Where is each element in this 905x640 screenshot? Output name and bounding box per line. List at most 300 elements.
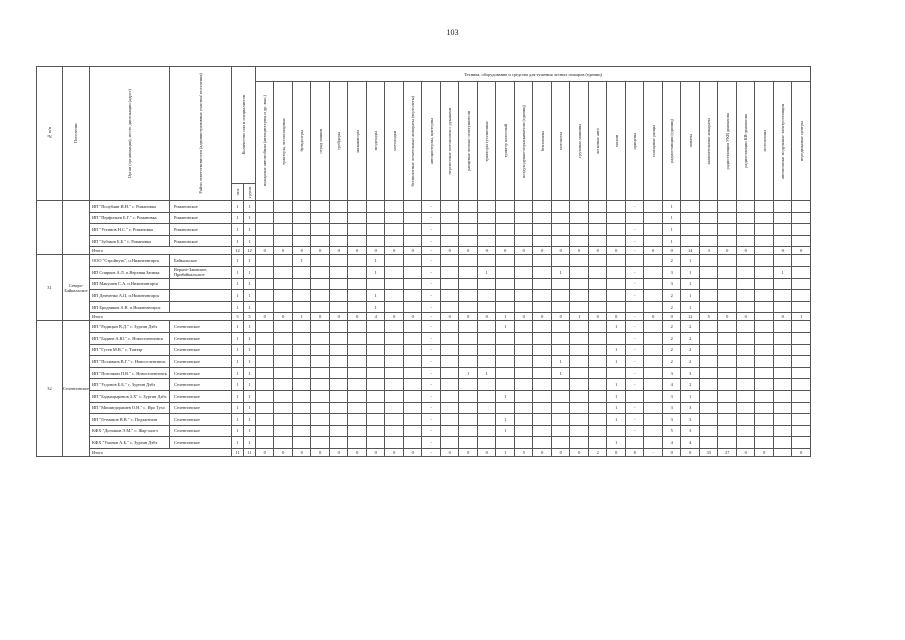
value-cell xyxy=(514,344,533,356)
value-cell xyxy=(255,379,274,391)
header-no xyxy=(37,67,63,201)
value-cell xyxy=(403,367,422,379)
group-settlement xyxy=(63,201,90,255)
value-cell: 2 xyxy=(681,344,700,356)
value-cell xyxy=(366,212,385,224)
header-equipment-col xyxy=(422,82,441,201)
district-cell xyxy=(169,290,231,302)
value-cell xyxy=(366,201,385,213)
total-value-cell: 0 xyxy=(551,448,570,456)
total-value-cell: 2 xyxy=(588,448,607,456)
organization-cell: ИП "Зубаков Б.Б." с. Романовка xyxy=(89,235,169,247)
header-equipment-col-text: тракторы гусеничные xyxy=(484,120,490,162)
value-cell: 1 xyxy=(231,379,243,391)
total-value-cell: 0 xyxy=(329,448,348,456)
value-cell xyxy=(292,235,311,247)
value-cell xyxy=(736,278,755,290)
value-cell: 2 xyxy=(681,379,700,391)
value-cell xyxy=(607,235,626,247)
value-cell: 2 xyxy=(662,290,681,302)
value-cell: 1 xyxy=(243,356,255,368)
header-equipment-col xyxy=(385,82,404,201)
value-cell: 1 xyxy=(243,332,255,344)
value-cell: 1 xyxy=(681,290,700,302)
value-cell xyxy=(588,321,607,333)
value-cell: 3 xyxy=(662,266,681,278)
value-cell xyxy=(533,255,552,267)
value-cell xyxy=(755,301,774,313)
value-cell xyxy=(459,201,478,213)
header-equipment-col-text: экскаваторы xyxy=(354,129,360,153)
value-cell xyxy=(348,437,367,449)
district-cell: Селенгинское xyxy=(169,414,231,426)
header-equipment-col-text: ранцевые лесные огнетушители xyxy=(465,111,471,171)
value-cell: 1 xyxy=(243,278,255,290)
value-cell xyxy=(311,235,330,247)
value-cell xyxy=(644,414,663,426)
value-cell: 1 xyxy=(231,255,243,267)
header-equipment-col-text: зажигательные аппараты xyxy=(706,117,712,165)
value-cell xyxy=(440,367,459,379)
value-cell xyxy=(311,402,330,414)
header-equipment-col-text: лопаты xyxy=(687,134,693,148)
header-equipment-col-text: тягачи xyxy=(613,134,619,147)
value-cell xyxy=(329,255,348,267)
value-cell xyxy=(440,332,459,344)
value-cell xyxy=(570,235,589,247)
value-cell xyxy=(403,332,422,344)
value-cell xyxy=(718,255,737,267)
value-cell xyxy=(255,255,274,267)
total-value-cell: 0 xyxy=(551,247,570,255)
value-cell xyxy=(255,425,274,437)
total-value-cell: 0 xyxy=(477,448,496,456)
value-cell: 1 xyxy=(496,425,515,437)
value-cell: 1 xyxy=(231,278,243,290)
value-cell xyxy=(255,402,274,414)
total-value-cell: 0 xyxy=(514,247,533,255)
value-cell xyxy=(699,356,718,368)
organization-cell: ИП "Гусев М.В." с. Тэмээр xyxy=(89,344,169,356)
value-cell: - xyxy=(625,266,644,278)
value-cell xyxy=(551,390,570,402)
value-cell xyxy=(773,290,792,302)
value-cell: 1 xyxy=(243,301,255,313)
value-cell xyxy=(311,414,330,426)
total-value-cell: 3 xyxy=(699,247,718,255)
value-cell xyxy=(718,332,737,344)
value-cell xyxy=(570,367,589,379)
value-cell xyxy=(292,379,311,391)
total-value-cell: - xyxy=(625,313,644,321)
value-cell xyxy=(755,344,774,356)
header-equipment-col xyxy=(551,82,570,201)
value-cell xyxy=(348,379,367,391)
value-cell xyxy=(792,224,811,236)
value-cell xyxy=(533,235,552,247)
value-cell xyxy=(496,332,515,344)
total-value-cell: 0 xyxy=(736,313,755,321)
value-cell xyxy=(533,301,552,313)
value-cell: 1 xyxy=(231,290,243,302)
value-cell xyxy=(477,437,496,449)
table-row xyxy=(37,414,811,426)
header-equipment-col-text: беспилотные летательные аппараты (вертолеты) xyxy=(410,95,416,187)
value-cell: - xyxy=(625,344,644,356)
header-equipment-col-text: радиостанции УКВ диапазона xyxy=(724,112,730,170)
value-cell xyxy=(292,212,311,224)
value-cell xyxy=(385,437,404,449)
value-cell xyxy=(477,301,496,313)
total-value-cell: 0 xyxy=(348,313,367,321)
value-cell xyxy=(348,344,367,356)
value-cell: - xyxy=(625,379,644,391)
value-cell xyxy=(403,201,422,213)
value-cell xyxy=(718,201,737,213)
value-cell xyxy=(644,390,663,402)
value-cell xyxy=(644,278,663,290)
value-cell xyxy=(699,278,718,290)
organization-cell: ИП "Полубаян И.Н." с. Романовка xyxy=(89,201,169,213)
value-cell: 1 xyxy=(231,201,243,213)
value-cell xyxy=(385,235,404,247)
value-cell xyxy=(533,212,552,224)
table-row xyxy=(37,402,811,414)
value-cell xyxy=(792,344,811,356)
value-cell xyxy=(699,379,718,391)
value-cell xyxy=(551,301,570,313)
total-value-cell: 0 xyxy=(403,313,422,321)
total-value-cell: 0 xyxy=(440,448,459,456)
value-cell xyxy=(699,266,718,278)
value-cell xyxy=(792,437,811,449)
total-value-cell: 0 xyxy=(403,448,422,456)
district-cell: Селенгинское xyxy=(169,321,231,333)
value-cell xyxy=(570,266,589,278)
value-cell xyxy=(366,425,385,437)
total-value-cell: 0 xyxy=(311,313,330,321)
header-equipment-col xyxy=(329,82,348,201)
value-cell: - xyxy=(422,425,441,437)
value-cell xyxy=(755,212,774,224)
value-cell xyxy=(699,437,718,449)
organization-cell: ИП "Устинов Н.С." с. Романовка xyxy=(89,224,169,236)
value-cell: 1 xyxy=(681,255,700,267)
group-number: 31 xyxy=(37,255,63,321)
value-cell xyxy=(292,356,311,368)
header-equipment-col xyxy=(366,82,385,201)
value-cell xyxy=(348,301,367,313)
total-value-cell: 0 xyxy=(329,313,348,321)
value-cell xyxy=(514,379,533,391)
value-cell xyxy=(496,301,515,313)
total-value-cell: 0 xyxy=(755,448,774,456)
value-cell xyxy=(718,266,737,278)
total-value-cell: - xyxy=(422,448,441,456)
value-cell xyxy=(718,356,737,368)
header-equipment-col-text: радиостанции (единиц) xyxy=(669,119,675,163)
value-cell xyxy=(792,367,811,379)
district-cell: Романовское xyxy=(169,224,231,236)
total-label: Итого xyxy=(89,448,231,456)
total-value-cell: 0 xyxy=(311,247,330,255)
table-row xyxy=(37,301,811,313)
value-cell: 1 xyxy=(607,414,626,426)
value-cell xyxy=(625,301,644,313)
total-value-cell: 0 xyxy=(792,448,811,456)
value-cell xyxy=(329,212,348,224)
total-value-cell: 0 xyxy=(533,313,552,321)
value-cell xyxy=(533,344,552,356)
value-cell xyxy=(607,255,626,267)
header-personnel-sub-text: групп xyxy=(246,186,252,198)
table-row xyxy=(37,255,811,267)
value-cell: 2 xyxy=(681,321,700,333)
value-cell xyxy=(385,402,404,414)
value-cell xyxy=(255,301,274,313)
value-cell xyxy=(477,201,496,213)
value-cell xyxy=(551,414,570,426)
value-cell xyxy=(570,212,589,224)
value-cell xyxy=(718,425,737,437)
value-cell xyxy=(699,235,718,247)
total-value-cell: 0 xyxy=(662,247,681,255)
district-cell: Байкальское xyxy=(169,255,231,267)
total-value-cell: 0 xyxy=(366,448,385,456)
value-cell xyxy=(366,235,385,247)
value-cell: 3 xyxy=(681,367,700,379)
header-equipment-col xyxy=(699,82,718,201)
value-cell xyxy=(255,290,274,302)
value-cell: 1 xyxy=(607,390,626,402)
total-value-cell: 0 xyxy=(514,313,533,321)
value-cell xyxy=(255,437,274,449)
header-equipment-col xyxy=(736,82,755,201)
value-cell: 1 xyxy=(366,290,385,302)
header-organization xyxy=(89,67,169,201)
value-cell xyxy=(718,212,737,224)
header-equipment-col xyxy=(514,82,533,201)
value-cell xyxy=(255,344,274,356)
value-cell: - xyxy=(422,201,441,213)
value-cell xyxy=(551,278,570,290)
value-cell xyxy=(477,379,496,391)
value-cell xyxy=(477,356,496,368)
value-cell xyxy=(607,224,626,236)
total-value-cell: 0 xyxy=(459,313,478,321)
value-cell: 2 xyxy=(662,321,681,333)
value-cell xyxy=(607,332,626,344)
value-cell xyxy=(588,201,607,213)
value-cell: 1 xyxy=(681,390,700,402)
value-cell xyxy=(792,301,811,313)
value-cell xyxy=(736,402,755,414)
value-cell xyxy=(736,414,755,426)
value-cell: 5 xyxy=(662,425,681,437)
value-cell: 1 xyxy=(231,321,243,333)
value-cell: - xyxy=(625,290,644,302)
value-cell xyxy=(514,212,533,224)
value-cell xyxy=(514,356,533,368)
total-value-cell: 0 xyxy=(533,247,552,255)
header-equipment-col-text: передвижные центры xyxy=(798,120,804,162)
value-cell xyxy=(440,266,459,278)
value-cell xyxy=(440,425,459,437)
header-equipment-col xyxy=(681,82,700,201)
total-value-cell: 0 xyxy=(644,313,663,321)
value-cell: 1 xyxy=(231,437,243,449)
value-cell: 3 xyxy=(662,367,681,379)
value-cell xyxy=(311,344,330,356)
total-value-cell: 0 xyxy=(459,448,478,456)
value-cell xyxy=(736,201,755,213)
value-cell xyxy=(699,425,718,437)
table-row xyxy=(37,224,811,236)
header-personnel-sub xyxy=(243,184,255,201)
value-cell: 1 xyxy=(243,212,255,224)
header-equipment-col-text: автономные модульные электростанции xyxy=(780,103,786,179)
value-cell xyxy=(625,437,644,449)
value-cell xyxy=(329,266,348,278)
value-cell xyxy=(366,402,385,414)
value-cell: - xyxy=(422,321,441,333)
value-cell: 1 xyxy=(243,201,255,213)
value-cell xyxy=(773,390,792,402)
value-cell xyxy=(477,344,496,356)
total-value-cell: 0 xyxy=(681,448,700,456)
value-cell xyxy=(385,379,404,391)
value-cell: 1 xyxy=(551,367,570,379)
value-cell xyxy=(792,255,811,267)
value-cell xyxy=(329,414,348,426)
value-cell xyxy=(477,224,496,236)
value-cell xyxy=(366,390,385,402)
value-cell: 3 xyxy=(681,414,700,426)
total-value-cell: 0 xyxy=(348,247,367,255)
table-row xyxy=(37,235,811,247)
value-cell xyxy=(736,390,755,402)
value-cell xyxy=(736,425,755,437)
value-cell xyxy=(588,367,607,379)
value-cell xyxy=(459,224,478,236)
organization-cell: ИП "Посмаков В.Г." с. Новоселенгинск xyxy=(89,356,169,368)
organization-cell: ИП "Гетманов В.В." с. Подхангиэн xyxy=(89,414,169,426)
value-cell xyxy=(385,290,404,302)
value-cell xyxy=(588,255,607,267)
value-cell: 1 xyxy=(477,367,496,379)
header-personnel-text: Количество сил и специалистов xyxy=(240,95,246,155)
header-equipment-col xyxy=(607,82,626,201)
value-cell xyxy=(329,379,348,391)
total-row xyxy=(37,247,811,255)
value-cell xyxy=(348,235,367,247)
district-cell: Романовское xyxy=(169,212,231,224)
group-number xyxy=(37,201,63,255)
header-equipment-col xyxy=(274,82,293,201)
value-cell xyxy=(718,437,737,449)
value-cell: - xyxy=(422,379,441,391)
value-cell xyxy=(792,332,811,344)
value-cell: 1 xyxy=(681,266,700,278)
value-cell xyxy=(699,224,718,236)
value-cell xyxy=(607,266,626,278)
value-cell xyxy=(570,344,589,356)
value-cell xyxy=(718,224,737,236)
value-cell xyxy=(274,290,293,302)
value-cell xyxy=(755,201,774,213)
value-cell xyxy=(255,367,274,379)
value-cell xyxy=(570,425,589,437)
value-cell xyxy=(385,414,404,426)
table-row xyxy=(37,212,811,224)
total-value-cell: 12 xyxy=(231,247,243,255)
value-cell: - xyxy=(422,290,441,302)
value-cell: 2 xyxy=(662,301,681,313)
value-cell xyxy=(255,266,274,278)
value-cell xyxy=(366,344,385,356)
value-cell xyxy=(699,402,718,414)
value-cell xyxy=(773,437,792,449)
value-cell xyxy=(292,321,311,333)
value-cell: 1 xyxy=(496,390,515,402)
value-cell xyxy=(329,367,348,379)
value-cell xyxy=(311,321,330,333)
value-cell xyxy=(311,301,330,313)
value-cell xyxy=(718,235,737,247)
value-cell xyxy=(440,437,459,449)
header-equipment-col xyxy=(440,82,459,201)
value-cell xyxy=(625,212,644,224)
value-cell xyxy=(570,301,589,313)
value-cell xyxy=(551,290,570,302)
value-cell xyxy=(533,266,552,278)
total-value-cell: 5 xyxy=(231,313,243,321)
value-cell xyxy=(792,212,811,224)
value-cell xyxy=(644,301,663,313)
value-cell xyxy=(755,321,774,333)
value-cell xyxy=(588,332,607,344)
value-cell xyxy=(533,224,552,236)
value-cell: 1 xyxy=(231,402,243,414)
value-cell xyxy=(311,379,330,391)
total-value-cell: - xyxy=(422,247,441,255)
value-cell xyxy=(403,266,422,278)
value-cell xyxy=(699,290,718,302)
value-cell xyxy=(274,379,293,391)
total-value-cell: 0 xyxy=(588,247,607,255)
value-cell xyxy=(644,255,663,267)
value-cell: - xyxy=(625,414,644,426)
value-cell xyxy=(274,402,293,414)
header-equipment-col-text: бензопилы xyxy=(539,130,545,152)
value-cell xyxy=(570,224,589,236)
value-cell xyxy=(736,212,755,224)
table-row xyxy=(37,367,811,379)
value-cell xyxy=(274,367,293,379)
value-cell xyxy=(255,235,274,247)
value-cell xyxy=(773,255,792,267)
value-cell xyxy=(274,437,293,449)
value-cell xyxy=(773,321,792,333)
value-cell xyxy=(348,321,367,333)
value-cell: - xyxy=(625,201,644,213)
total-value-cell: 11 xyxy=(231,448,243,456)
value-cell: 1 xyxy=(231,390,243,402)
value-cell xyxy=(607,301,626,313)
value-cell: - xyxy=(422,224,441,236)
total-value-cell: - xyxy=(422,313,441,321)
value-cell xyxy=(570,255,589,267)
